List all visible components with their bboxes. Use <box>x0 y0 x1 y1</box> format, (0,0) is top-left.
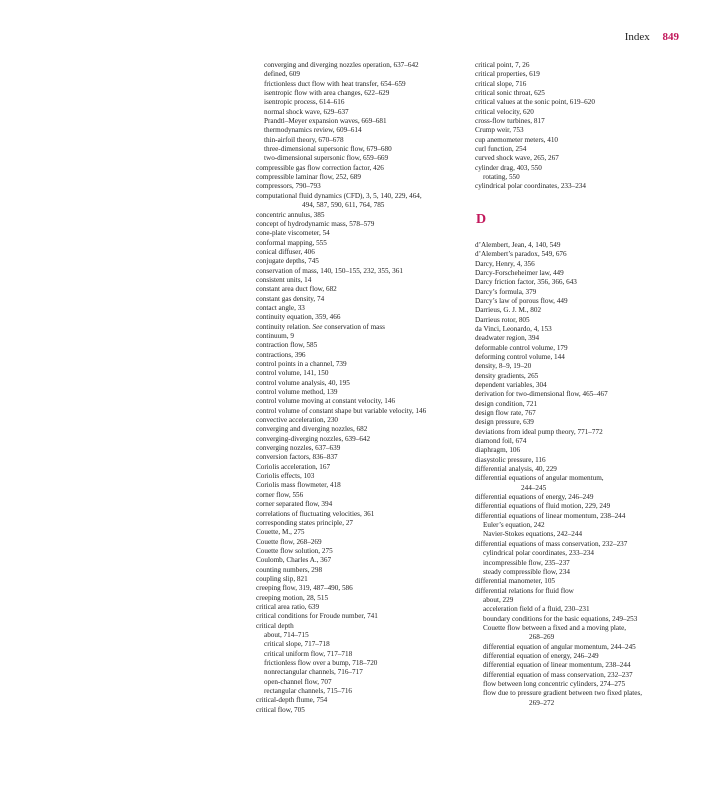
index-section-d <box>475 241 687 708</box>
index-entry: critical flow, 705 <box>256 705 305 714</box>
index-section-c-continued <box>475 61 687 192</box>
index-entry: cross-flow turbines, 817 <box>475 117 545 126</box>
index-subentry: differential equation of energy, 246–249 <box>483 651 599 660</box>
index-entry-continuation: 269–272 <box>529 698 555 707</box>
index-entry: Darrieus, G. J. M., 802 <box>475 306 542 315</box>
index-subentry: differential equation of linear momentum, 238–244 <box>483 661 631 670</box>
index-entry: derivation for two-dimensional flow, 465–467 <box>475 390 608 399</box>
index-entry: control volume method, 139 <box>256 388 338 397</box>
index-subentry: critical slope, 717–718 <box>264 640 330 649</box>
index-entry: design pressure, 639 <box>475 418 534 427</box>
index-entry: compressible laminar flow, 252, 689 <box>256 173 361 182</box>
index-entry: corresponding states principle, 27 <box>256 518 354 527</box>
index-entry: cone-plate viscometer, 54 <box>256 229 330 238</box>
index-subentry: differential equation of angular momentum, 244–245 <box>483 642 636 651</box>
index-entry: critical sonic throat, 625 <box>475 89 545 98</box>
index-subentry: frictionless duct flow with heat transfer, 654–659 <box>264 79 406 88</box>
index-entry: cylinder drag, 403, 550 <box>475 163 542 172</box>
index-entry: critical point, 7, 26 <box>475 61 530 69</box>
index-subentry: Prandtl–Meyer expansion waves, 669–681 <box>264 117 387 126</box>
index-entry: differential equations of fluid motion, 229, 249 <box>475 502 611 511</box>
index-entry: converging-diverging nozzles, 639–642 <box>256 434 371 443</box>
index-column-right <box>475 61 687 708</box>
index-entry: creeping flow, 319, 487–490, 586 <box>256 584 353 593</box>
index-entry: critical slope, 716 <box>475 79 527 88</box>
index-subentry: Couette flow between a fixed and a moving plate, <box>483 623 627 632</box>
index-entry: control volume analysis, 40, 195 <box>256 378 350 387</box>
index-subentry: flow between long concentric cylinders, 274–275 <box>483 679 626 688</box>
index-entry: conversion factors, 836–837 <box>256 453 338 462</box>
index-entry: creeping motion, 28, 515 <box>256 593 329 602</box>
index-entry: da Vinci, Leonardo, 4, 153 <box>475 324 552 333</box>
index-entry: differential equations of energy, 246–249 <box>475 493 594 502</box>
index-entry: concept of hydrodynamic mass, 578–579 <box>256 219 375 228</box>
index-subentry: differential equation of mass conservation, 232–237 <box>483 670 633 679</box>
index-subentry: incompressible flow, 235–237 <box>483 558 570 567</box>
index-entry: computational fluid dynamics (CFD), 3, 5, 140, 229, 464, <box>256 191 422 200</box>
index-entry: control volume of constant shape but variable velocity, 146 <box>256 406 427 415</box>
index-entry-continuation: 494, 587, 590, 611, 764, 785 <box>302 201 385 210</box>
index-entry: converging and diverging nozzles, 682 <box>256 425 368 434</box>
index-entry: contraction flow, 585 <box>256 341 318 350</box>
index-subentry: converging and diverging nozzles operation, 637–642 <box>264 61 419 69</box>
index-subentry: thermodynamics review, 609–614 <box>264 126 362 135</box>
index-entry: differential analysis, 40, 229 <box>475 465 557 474</box>
index-subentry: Euler’s equation, 242 <box>483 521 545 530</box>
index-subentry: Navier-Stokes equations, 242–244 <box>483 530 583 539</box>
index-entry: critical properties, 619 <box>475 70 540 79</box>
index-entry: deadwater region, 394 <box>475 334 540 343</box>
index-entry: curved shock wave, 265, 267 <box>475 154 559 163</box>
index-subentry: rectangular channels, 715–716 <box>264 687 353 696</box>
index-entry: deformable control volume, 179 <box>475 343 568 352</box>
index-entry: critical depth <box>256 621 294 630</box>
index-entry: critical area ratio, 639 <box>256 602 320 611</box>
index-entry: Darcy’s formula, 379 <box>475 287 537 296</box>
index-entry: critical velocity, 620 <box>475 107 534 116</box>
index-entry: conjugate depths, 745 <box>256 257 319 266</box>
index-entry: design flow rate, 767 <box>475 409 536 417</box>
index-entry: Darrieus rotor, 805 <box>475 315 530 324</box>
index-entry: differential manometer, 105 <box>475 577 556 586</box>
page-number: 849 <box>662 31 679 43</box>
index-entry: density gradients, 265 <box>475 371 539 380</box>
index-entry: convective acceleration, 230 <box>256 416 339 425</box>
index-subentry: two-dimensional supersonic flow, 659–669 <box>264 154 389 163</box>
index-subentry: about, 229 <box>483 595 514 604</box>
index-entry: control volume, 141, 150 <box>256 369 329 378</box>
index-entry: curl function, 254 <box>475 145 527 154</box>
index-entry: compressible gas flow correction factor, 426 <box>256 163 384 172</box>
index-entry: differential relations for fluid flow <box>475 586 574 595</box>
index-entry: deviations from ideal pump theory, 771–772 <box>475 427 603 436</box>
index-entry: dependent variables, 304 <box>475 380 547 389</box>
index-entry: diasystolic pressure, 116 <box>475 455 546 464</box>
index-entry: Crump weir, 753 <box>475 126 524 135</box>
index-entry: design condition, 721 <box>475 399 538 408</box>
index-subentry: isentropic flow with area changes, 622–629 <box>264 89 390 98</box>
index-entry: Couette flow solution, 275 <box>256 546 333 555</box>
index-entry: conservation of mass, 140, 150–155, 232, 355, 361 <box>256 266 403 275</box>
index-entry: coupling slip, 821 <box>256 574 308 583</box>
index-entry: continuity equation, 359, 466 <box>256 313 341 322</box>
index-entry: diamond foil, 674 <box>475 437 527 446</box>
index-entry: critical conditions for Froude number, 741 <box>256 612 378 621</box>
index-entry: diaphragm, 106 <box>475 446 521 455</box>
index-subentry: flow due to pressure gradient between two fixed plates, <box>483 689 643 698</box>
index-subentry: thin-airfoil theory, 670–678 <box>264 135 344 144</box>
index-entry: differential equations of mass conservation, 232–237 <box>475 539 628 548</box>
index-entry: contact angle, 33 <box>256 303 305 312</box>
index-entry: Couette, M., 275 <box>256 528 305 537</box>
index-subentry: acceleration field of a fluid, 230–231 <box>483 605 590 614</box>
index-subentry: rotating, 550 <box>483 173 520 182</box>
index-subentry: nonrectangular channels, 716–717 <box>264 668 363 677</box>
running-head-title: Index <box>624 31 650 43</box>
index-entry: d’Alembert’s paradox, 549, 676 <box>475 250 567 259</box>
index-entry-continuation: 268–269 <box>529 633 555 642</box>
index-subentry: about, 714–715 <box>264 630 309 639</box>
index-entry: converging nozzles, 637–639 <box>256 444 341 453</box>
index-entry: conformal mapping, 555 <box>256 238 327 247</box>
index-entry: constant area duct flow, 682 <box>256 285 337 294</box>
index-subentry: frictionless flow over a bump, 718–720 <box>264 659 378 667</box>
index-entry: corner flow, 556 <box>256 490 304 499</box>
index-entry: compressors, 790–793 <box>256 182 321 191</box>
index-entry: d’Alembert, Jean, 4, 140, 549 <box>475 240 561 249</box>
index-entry: correlations of fluctuating velocities, 361 <box>256 509 375 518</box>
index-entry: counting numbers, 298 <box>256 565 323 574</box>
index-entry: critical values at the sonic point, 619–620 <box>475 98 595 107</box>
index-entry: Darcy’s law of porous flow, 449 <box>475 296 568 305</box>
index-entry: contractions, 396 <box>256 350 306 359</box>
running-head <box>625 31 679 44</box>
index-entry: density, 8–9, 19–20 <box>475 362 532 371</box>
index-entry: constant gas density, 74 <box>256 294 325 303</box>
index-subentry: steady compressible flow, 234 <box>483 567 570 576</box>
index-entry: Couette flow, 268–269 <box>256 537 322 546</box>
index-entry: deforming control volume, 144 <box>475 352 565 361</box>
index-entry: Coulomb, Charles A., 367 <box>256 556 332 565</box>
index-entry: Darcy-Forscheheimer law, 449 <box>475 268 564 277</box>
index-entry-continuation: 244–245 <box>521 483 547 492</box>
index-entry: critical-depth flume, 754 <box>256 696 328 705</box>
index-entry: differential equations of angular momentum, <box>475 474 604 483</box>
index-entry: concentric annulus, 385 <box>256 210 325 219</box>
index-entry: control points in a channel, 739 <box>256 360 347 368</box>
index-entry: cylindrical polar coordinates, 233–234 <box>475 182 586 191</box>
index-subentry: normal shock wave, 629–637 <box>264 107 349 116</box>
section-letter-d: D <box>476 211 487 227</box>
index-entry: corner separated flow, 394 <box>256 500 333 509</box>
index-subentry: three-dimensional supersonic flow, 679–680 <box>264 145 392 154</box>
see-reference: See <box>312 322 323 331</box>
index-subentry: isentropic process, 614–616 <box>264 98 345 107</box>
index-entry: Coriolis effects, 103 <box>256 472 315 481</box>
index-entry: continuity relation. See conservation of mass <box>256 322 385 331</box>
index-entry: Darcy friction factor, 356, 366, 643 <box>475 278 577 287</box>
index-subentry: open-channel flow, 707 <box>264 677 332 686</box>
index-subentry: cylindrical polar coordinates, 233–234 <box>483 549 594 558</box>
index-entry: Coriolis acceleration, 167 <box>256 462 331 471</box>
index-subentry: defined, 609 <box>264 70 300 79</box>
index-subentry: boundary conditions for the basic equations, 249–253 <box>483 614 638 623</box>
index-entry: consistent units, 14 <box>256 275 312 284</box>
index-subentry: critical uniform flow, 717–718 <box>264 649 353 658</box>
index-entry: conical diffuser, 406 <box>256 247 315 256</box>
index-entry: continuum, 9 <box>256 331 294 340</box>
index-entry: Coriolis mass flowmeter, 418 <box>256 481 341 490</box>
index-entry: cup anemometer meters, 410 <box>475 135 559 144</box>
index-column-left <box>256 61 468 715</box>
index-entry: Darcy, Henry, 4, 356 <box>475 259 535 268</box>
index-entry: control volume moving at constant velocity, 146 <box>256 397 396 406</box>
index-entry: differential equations of linear momentum, 238–244 <box>475 511 626 520</box>
